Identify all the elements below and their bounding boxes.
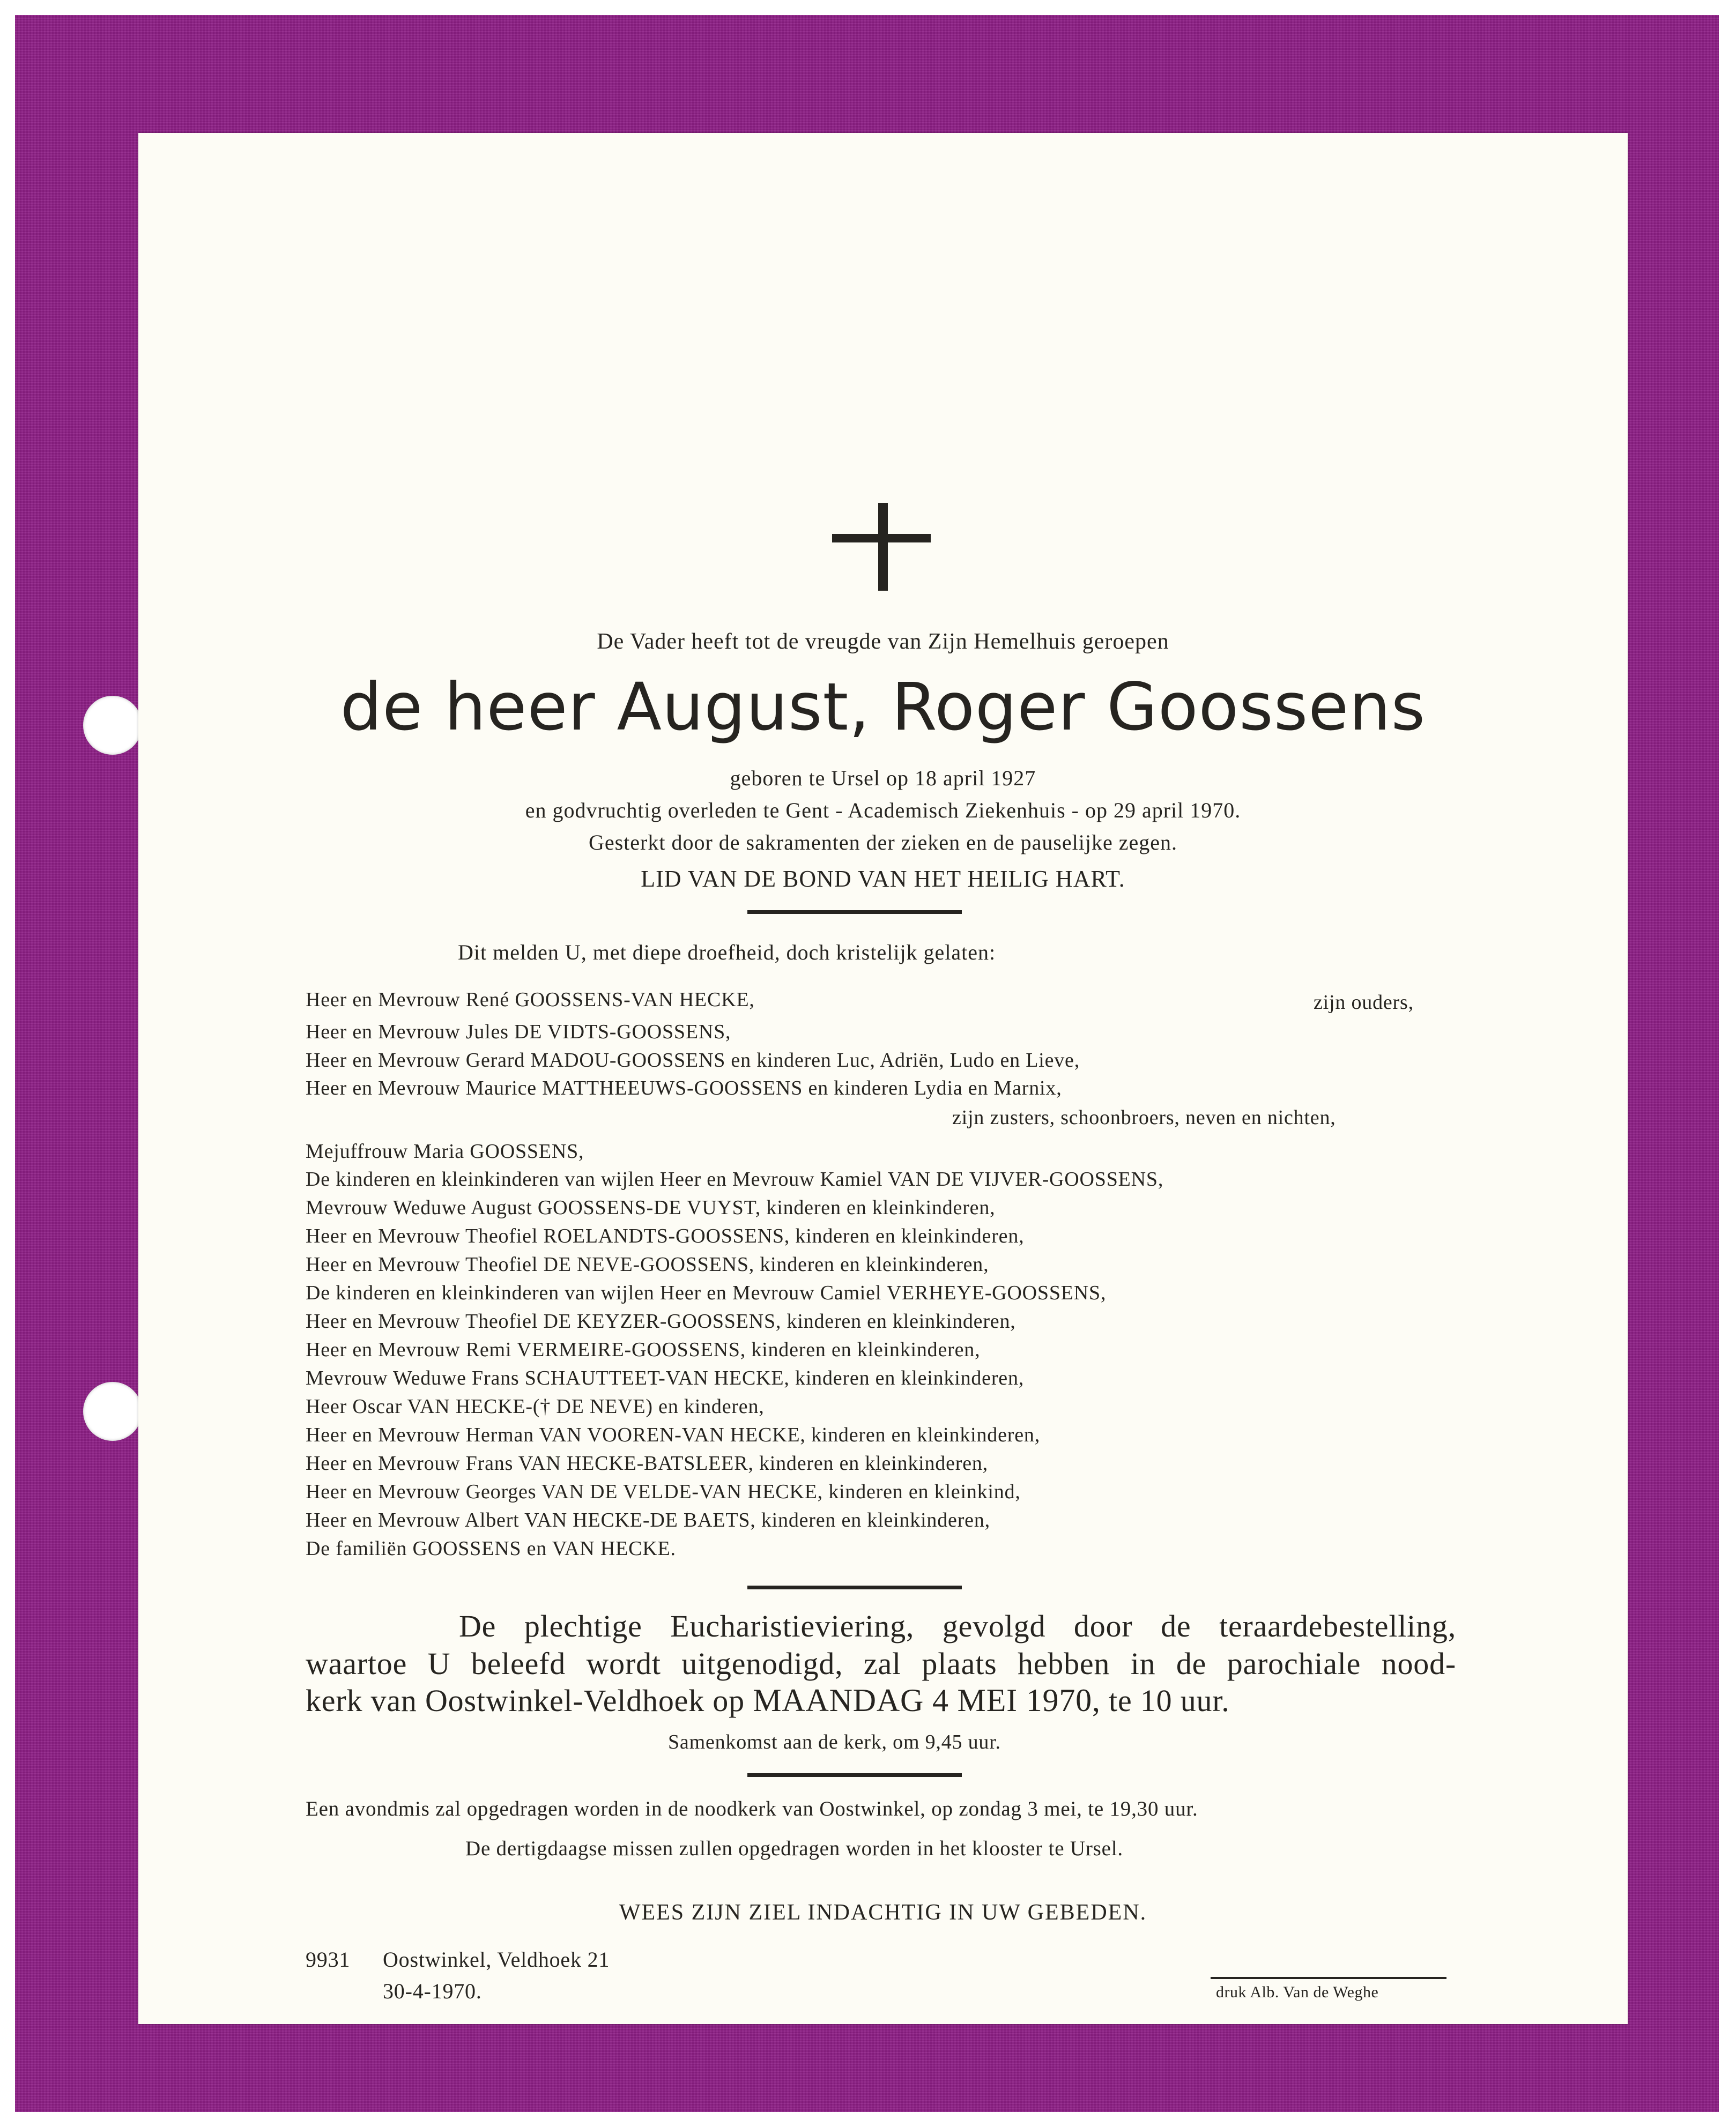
relative-line: De kinderen en kleinkinderen van wijlen Heer en Mevrouw Kamiel VAN DE VIJVER-GOOSSENS, [306,1168,1164,1191]
relative-line: Heer en Mevrouw Theofiel DE KEYZER-GOOSSENS, kinderen en kleinkinderen, [306,1310,1016,1333]
divider-3 [747,1773,962,1777]
relative-line: Heer en Mevrouw Albert VAN HECKE-DE BAETS, kinderen en kleinkinderen, [306,1509,990,1531]
address: Oostwinkel, Veldhoek 21 [383,1947,610,1972]
thirty-days-line: De dertigdaagse missen zullen opgedragen worden in het klooster te Ursel. [465,1837,1123,1860]
relative-line: De kinderen en kleinkinderen van wijlen Heer en Mevrouw Camiel VERHEYE-GOOSSENS, [306,1282,1107,1304]
punch-hole-bottom [83,1382,142,1441]
sibling-line: Heer en Mevrouw Gerard MADOU-GOOSSENS en kinderen Luc, Adriën, Ludo en Lieve, [306,1049,1080,1072]
relative-line: Heer en Mevrouw Theofiel ROELANDTS-GOOSSENS, kinderen en kleinkinderen, [306,1225,1025,1247]
relative-line: Mevrouw Weduwe Frans SCHAUTTEET-VAN HECKE, kinderen en kleinkinderen, [306,1367,1025,1389]
relative-line: Heer en Mevrouw Frans VAN HECKE-BATSLEER, kinderen en kleinkinderen, [306,1452,988,1475]
divider-1 [747,910,962,914]
mourning-card-sheet [138,133,1628,2024]
parents-line: Heer en Mevrouw René GOOSSENS-VAN HECKE, [306,988,755,1011]
membership-line: LID VAN DE BOND VAN HET HEILIG HART. [641,866,1125,892]
postcode: 9931 [306,1947,351,1972]
relative-line: Mejuffrouw Maria GOOSSENS, [306,1140,584,1163]
gathering-line: Samenkomst aan de kerk, om 9,45 uur. [668,1731,1001,1753]
printer-rule [1211,1977,1446,1979]
siblings-relation: zijn zusters, schoonbroers, neven en nichten, [952,1106,1336,1129]
punch-hole-top [83,696,142,755]
relative-line: Mevrouw Weduwe August GOOSSENS-DE VUYST, kinderen en kleinkinderen, [306,1196,996,1219]
date-line: 30-4-1970. [383,1979,482,2003]
sibling-line: Heer en Mevrouw Jules DE VIDTS-GOOSSENS, [306,1021,731,1043]
service-line-3 [306,1682,1230,1719]
divider-2 [747,1586,962,1589]
evening-mass-line: Een avondmis zal opgedragen worden in de noodkerk van Oostwinkel, op zondag 3 mei, te 19,30 uur. [306,1797,1198,1820]
relative-line: De familiën GOOSSENS en VAN HECKE. [306,1537,676,1560]
birth-line: geboren te Ursel op 18 april 1927 [730,766,1036,790]
intro-line: De Vader heeft tot de vreugde van Zijn Hemelhuis geroepen [597,629,1169,654]
service-line-1: De plechtige Eucharistieviering, gevolgd door de teraardebestelling, [459,1609,1456,1643]
sibling-line: Heer en Mevrouw Maurice MATTHEEUWS-GOOSSENS en kinderen Lydia en Marnix, [306,1077,1062,1099]
sacraments-line: Gesterkt door de sakramenten der zieken en de pauselijke zegen. [588,830,1178,854]
relative-line: Heer en Mevrouw Herman VAN VOOREN-VAN HECKE, kinderen en kleinkinderen, [306,1424,1040,1446]
relative-line: Heer en Mevrouw Remi VERMEIRE-GOOSSENS, kinderen en kleinkinderen, [306,1338,981,1361]
relative-line: Heer en Mevrouw Georges VAN DE VELDE-VAN HECKE, kinderen en kleinkind, [306,1481,1021,1503]
announcement-line: Dit melden U, met diepe droefheid, doch kristelijk gelaten: [458,940,996,964]
closing-prayer: WEES ZIJN ZIEL INDACHTIG IN UW GEBEDEN. [619,1900,1147,1925]
relative-line: Heer en Mevrouw Theofiel DE NEVE-GOOSSENS, kinderen en kleinkinderen, [306,1253,989,1276]
service-time: te 10 uur. [1109,1683,1230,1718]
deceased-name: de heer August, Roger Goossens [340,669,1426,745]
parents-relation: zijn ouders, [1314,991,1414,1014]
service-date: MAANDAG 4 MEI 1970, [753,1683,1101,1718]
service-place: kerk van Oostwinkel-Veldhoek op [306,1683,745,1718]
death-line: en godvruchtig overleden te Gent - Academisch Ziekenhuis - op 29 april 1970. [525,798,1241,822]
service-line-2: waartoe U beleefd wordt uitgenodigd, zal plaats hebben in de parochiale nood- [306,1646,1456,1681]
printer-credit: druk Alb. Van de Weghe [1216,1983,1379,2001]
mourning-card-board [15,15,1719,2112]
relative-line: Heer Oscar VAN HECKE-(† DE NEVE) en kinderen, [306,1395,765,1418]
